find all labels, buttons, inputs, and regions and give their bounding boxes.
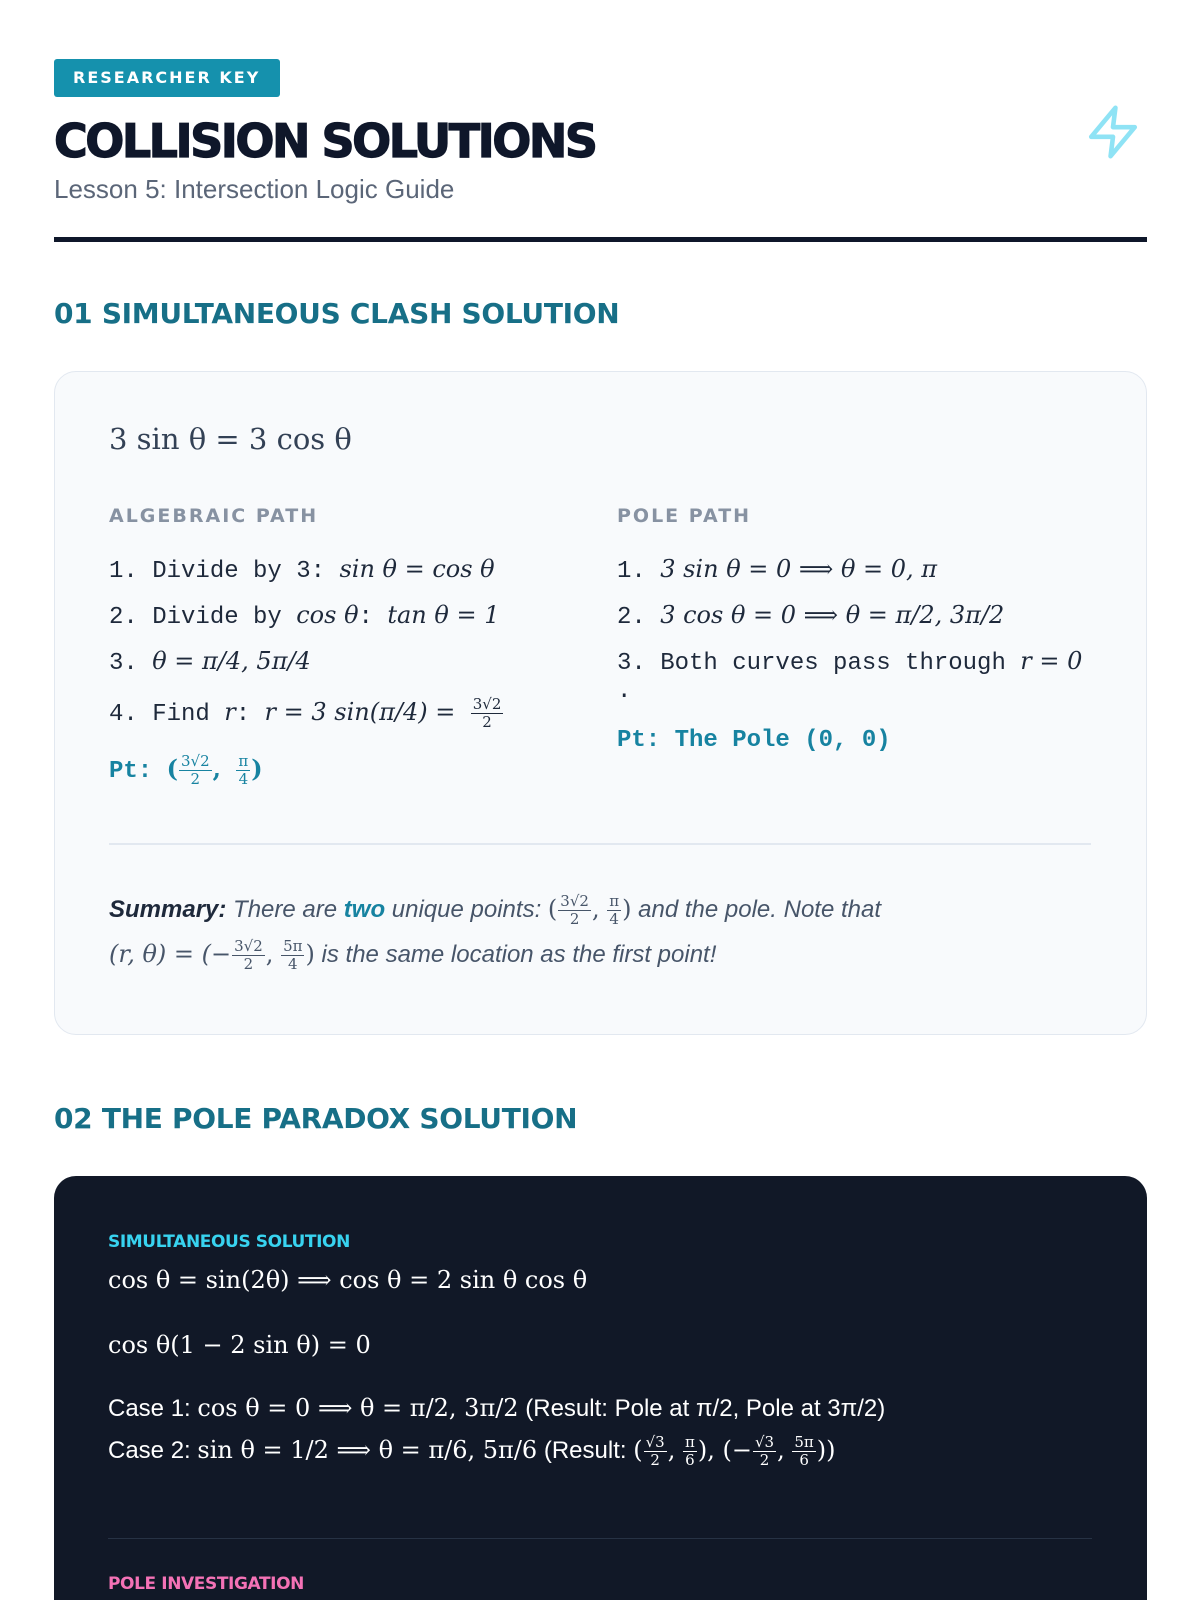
case-1-line: Case 1: cos θ = 0 ⟹ θ = π/2, 3π/2 (Result: Pole at π/2, Pole at 3π/2) bbox=[108, 1394, 886, 1422]
pole-step-1: 1. 3 sin θ = 0 ⟹ θ = 0, π bbox=[617, 555, 938, 585]
lightning-bolt-icon bbox=[1084, 101, 1142, 163]
simultaneous-clash-card bbox=[54, 371, 1147, 1035]
fraction: $\frac{3√2}{2}$ bbox=[472, 695, 502, 731]
pole-investigation-label: POLE INVESTIGATION bbox=[108, 1574, 304, 1594]
pole-paradox-card bbox=[54, 1176, 1147, 1600]
pole-step-2: 2. 3 cos θ = 0 ⟹ θ = π/2, 3π/2 bbox=[617, 601, 1005, 631]
page-subtitle: Lesson 5: Intersection Logic Guide bbox=[54, 174, 455, 204]
header-rule bbox=[54, 237, 1147, 242]
pole-point-result: Pt: The Pole (0, 0) bbox=[617, 727, 891, 754]
algebraic-step-3: 3. θ = π/4, 5π/4 bbox=[109, 647, 311, 677]
section1-heading: 01 SIMULTANEOUS CLASH SOLUTION bbox=[54, 297, 620, 330]
case-2-line: Case 2: sin θ = 1/2 ⟹ θ = π/6, 5π/6 (Result: ( $\frac{√3}{2}$ , $\frac{\pi}{6}$ ), (− $\frac{√3}{2}$ , $\frac{5\pi}{6}$ )) bbox=[108, 1433, 836, 1469]
pole-path-heading: POLE PATH bbox=[617, 505, 752, 527]
card-divider bbox=[108, 1538, 1092, 1539]
equation-line-2: cos θ(1 − 2 sin θ) = 0 bbox=[108, 1331, 371, 1359]
researcher-key-badge: RESEARCHER KEY bbox=[54, 59, 280, 97]
pole-step-3: 3. Both curves pass through r = 0 bbox=[617, 647, 1083, 677]
main-equation: 3 sin θ = 3 cos θ bbox=[109, 422, 352, 456]
algebraic-point-result: Pt: ( $\frac{3√2}{2}$ , $\frac{\pi}{4}$ ) bbox=[109, 752, 263, 789]
page bbox=[54, 59, 1147, 1594]
summary-text: Summary: There are two unique points: ( $\frac{3√2}{2}$ , $\frac{\pi}{4}$ ) and the pole. Note that (r, θ) = (− $\frac{3√2}{2}$ , $\frac{5\pi}{4}$ ) is the same location as the first point! bbox=[109, 892, 882, 974]
pole-step-3-period: . bbox=[617, 678, 632, 705]
equation-line-1: cos θ = sin(2θ) ⟹ cos θ = 2 sin θ cos θ bbox=[108, 1266, 588, 1294]
algebraic-step-2: 2. Divide by cos θ: tan θ = 1 bbox=[109, 601, 500, 631]
section2-heading: 02 THE POLE PARADOX SOLUTION bbox=[54, 1102, 578, 1135]
page-title: COLLISION SOLUTIONS bbox=[54, 114, 596, 168]
algebraic-step-4: 4. Find r: r = 3 sin(π/4) = $\frac{3√2}{2}$ bbox=[109, 695, 502, 731]
simultaneous-solution-label: SIMULTANEOUS SOLUTION bbox=[108, 1232, 350, 1252]
algebraic-path-heading: ALGEBRAIC PATH bbox=[109, 505, 319, 527]
algebraic-step-1: 1. Divide by 3: sin θ = cos θ bbox=[109, 555, 495, 585]
card-divider bbox=[109, 843, 1091, 845]
